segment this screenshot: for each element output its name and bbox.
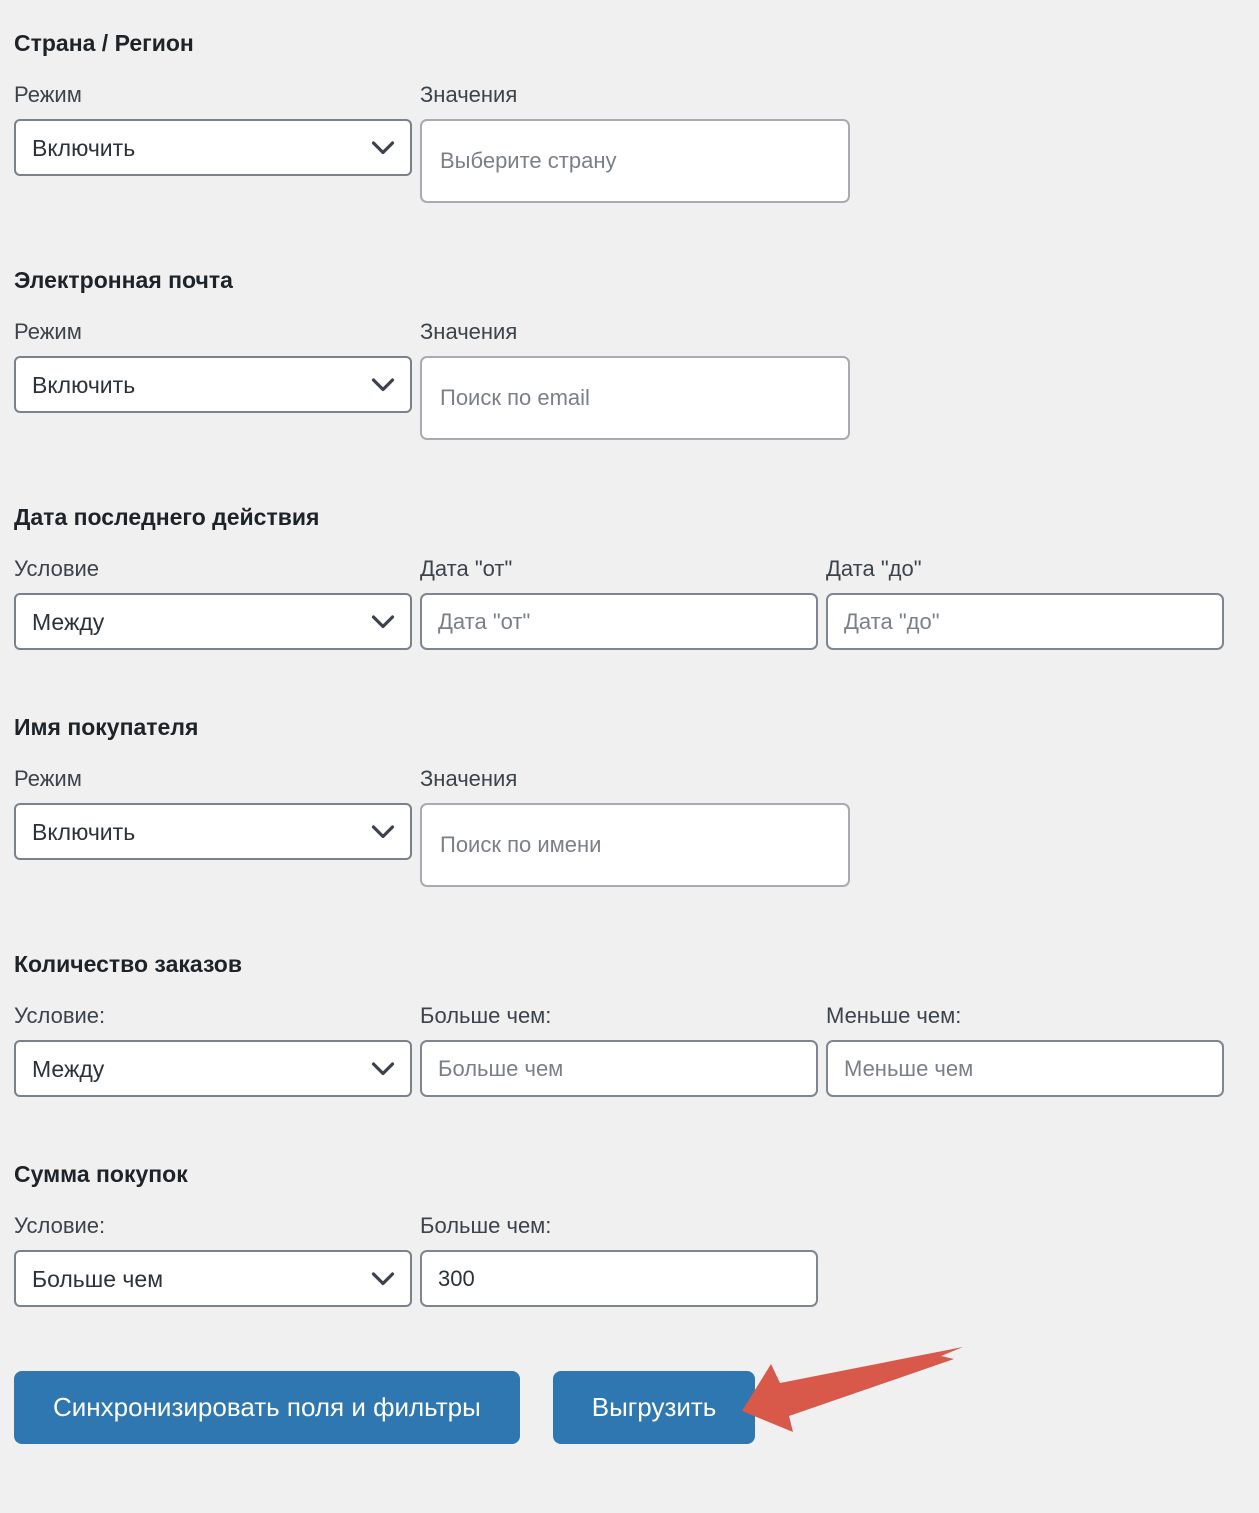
filter-section-country [14, 30, 1245, 203]
orders-more-than-label: Больше чем: [420, 1003, 552, 1028]
name-mode-label: Режим [14, 766, 82, 791]
email-search-input[interactable] [420, 356, 850, 440]
date-to-input[interactable] [826, 593, 1224, 650]
filter-section-last-action-date [14, 504, 1245, 650]
amount-condition-select[interactable] [14, 1250, 412, 1307]
country-mode-label: Режим [14, 82, 82, 107]
orders-less-than-label: Меньше чем: [826, 1003, 962, 1028]
name-mode-select[interactable] [14, 803, 412, 860]
date-condition-label: Условие [14, 556, 100, 581]
section-title-last-action-date: Дата последнего действия [14, 504, 320, 530]
name-search-input[interactable] [420, 803, 850, 887]
section-title-email: Электронная почта [14, 267, 233, 293]
amount-more-than-input[interactable] [420, 1250, 818, 1307]
section-title-order-count: Количество заказов [14, 951, 242, 977]
date-to-label: Дата "до" [826, 556, 922, 581]
filter-section-purchase-amount [14, 1161, 1245, 1307]
orders-less-than-input[interactable] [826, 1040, 1224, 1097]
filter-section-customer-name [14, 714, 1245, 887]
sync-fields-button[interactable]: Синхронизировать поля и фильтры [14, 1371, 520, 1444]
section-title-customer-name: Имя покупателя [14, 714, 199, 740]
date-from-input[interactable] [420, 593, 818, 650]
email-mode-select[interactable] [14, 356, 412, 413]
country-search-input[interactable] [420, 119, 850, 203]
email-mode-label: Режим [14, 319, 82, 344]
date-from-label: Дата "от" [420, 556, 513, 581]
amount-condition-label: Условие: [14, 1213, 106, 1238]
orders-condition-label: Условие: [14, 1003, 106, 1028]
orders-more-than-input[interactable] [420, 1040, 818, 1097]
actions-bar [14, 1371, 1245, 1444]
section-title-country: Страна / Регион [14, 30, 194, 56]
country-mode-select[interactable] [14, 119, 412, 176]
orders-condition-select[interactable] [14, 1040, 412, 1097]
amount-more-than-label: Больше чем: [420, 1213, 552, 1238]
section-title-purchase-amount: Сумма покупок [14, 1161, 188, 1187]
filter-section-order-count [14, 951, 1245, 1097]
country-values-label: Значения [420, 82, 518, 107]
date-condition-select[interactable] [14, 593, 412, 650]
email-values-label: Значения [420, 319, 518, 344]
filter-section-email [14, 267, 1245, 440]
name-values-label: Значения [420, 766, 518, 791]
export-button[interactable]: Выгрузить [553, 1371, 756, 1444]
